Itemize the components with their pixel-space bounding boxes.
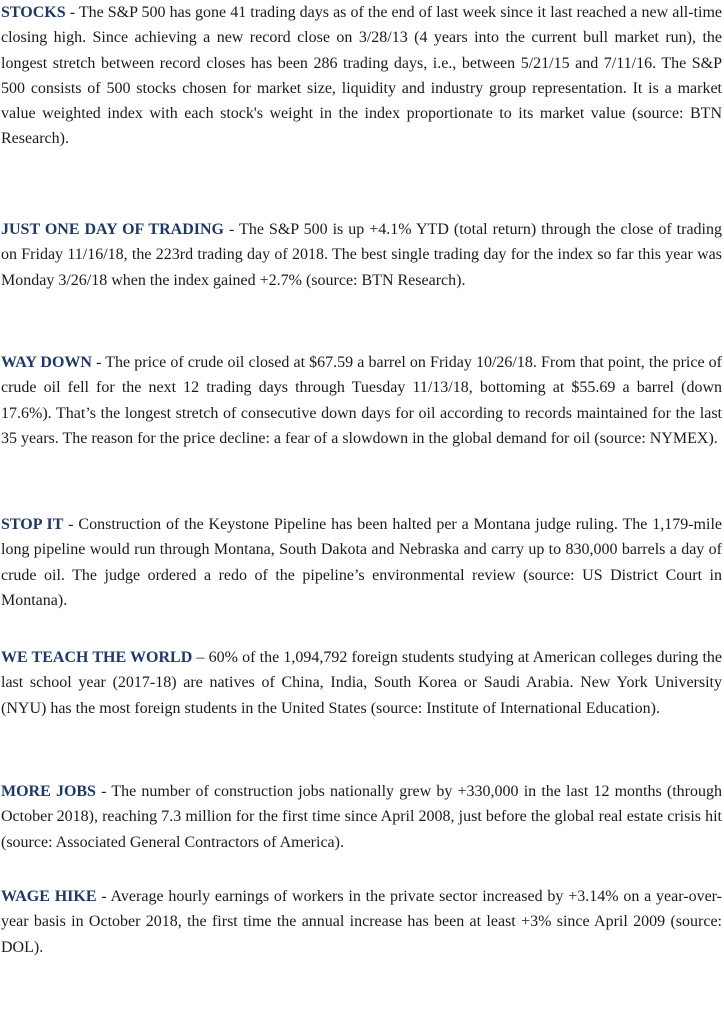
news-item-body: Average hourly earnings of workers in the private sector increased by +3.14% on a year-over-year basis in October 2018, the first time the annual increase has been at least +3% since April 2009 (source: DOL). [1, 888, 723, 956]
heading-separator: - [224, 221, 240, 238]
news-item-heading: WAGE HIKE [1, 888, 97, 905]
news-item-body: The price of crude oil closed at $67.59 a barrel on Friday 10/26/18. From that point, the price of crude oil fell for the next 12 trading days through Tuesday 11/13/18, bottoming at $55.69 a barrel (down 17.6%). That’s the longest stretch of consecutive down days for oil according to records maintained for the last 35 years. The reason for the price decline: a fear of a slowdown in the global demand for oil (source: NYMEX). [1, 354, 722, 447]
heading-separator: - [63, 516, 79, 533]
news-item-we-teach-the-world [1, 645, 722, 721]
news-item-body: 60% of the 1,094,792 foreign students studying at American colleges during the last school year (2017-18) are natives of China, India, South Korea or Saudi Arabia. New York University (NYU) has the most foreign students in the United States (source: Institute of International Education). [1, 649, 723, 717]
news-item-stop-it [1, 512, 722, 613]
news-item-heading: STOP IT [1, 516, 64, 533]
news-item-wage-hike [1, 884, 722, 960]
news-item-heading: MORE JOBS [1, 783, 96, 800]
news-item-way-down [1, 350, 722, 451]
heading-separator: - [95, 783, 112, 800]
heading-separator: – [192, 649, 209, 666]
news-item-just-one-day-of-trading [1, 217, 722, 293]
heading-separator: - [65, 4, 79, 21]
news-item-body: The S&P 500 has gone 41 trading days as of the end of last week since it last reached a new all-time closing high. Since achieving a new record close on 3/28/13 (4 years into the current bull market run), the longest stretch between record closes has been 286 trading days, i.e., between 5/21/15 and 7/11/16. The S&P 500 consists of 500 stocks chosen for market size, liquidity and industry group representation. It is a market value weighted index with each stock's weight in the index proportionate to its market value (source: BTN Research). [1, 4, 722, 148]
news-item-body: The S&P 500 is up +4.1% YTD (total return) through the close of trading on Friday 11/16/18, the 223rd trading day of 2018. The best single trading day for the index so far this year was Monday 3/26/18 when the index gained +2.7% (source: BTN Research). [1, 221, 722, 289]
heading-separator: - [96, 888, 111, 905]
heading-separator: - [91, 354, 106, 371]
news-item-heading: WE TEACH THE WORLD [1, 649, 193, 666]
news-item-heading: STOCKS [1, 4, 66, 21]
news-item-heading: WAY DOWN [1, 354, 92, 371]
news-item-more-jobs [1, 779, 722, 855]
news-item-heading: JUST ONE DAY OF TRADING [1, 221, 224, 238]
news-item-stocks [1, 0, 722, 152]
news-item-body: The number of construction jobs nationally grew by +330,000 in the last 12 months (through October 2018), reaching 7.3 million for the first time since April 2008, just before the global real estate crisis hit (source: Associated General Contractors of America). [1, 783, 723, 851]
news-item-body: Construction of the Keystone Pipeline has been halted per a Montana judge ruling. The 1,179-mile long pipeline would run through Montana, South Dakota and Nebraska and carry up to 830,000 barrels a day of crude oil. The judge ordered a redo of the pipeline’s environmental review (source: US District Court in Montana). [1, 516, 722, 609]
